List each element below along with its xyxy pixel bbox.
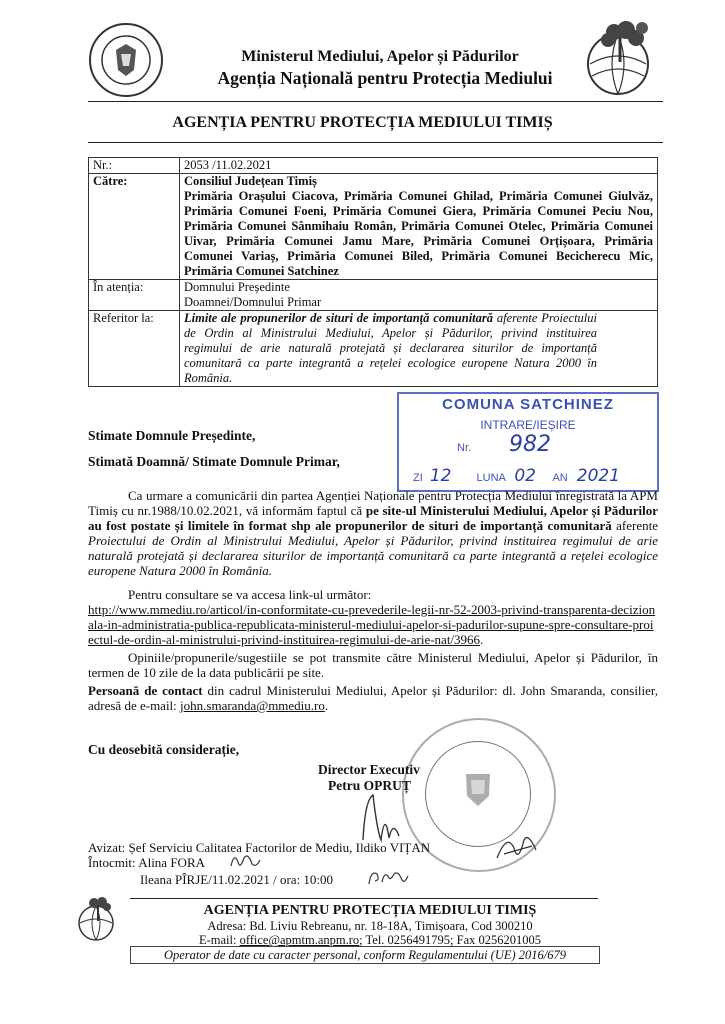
consultation-link-block bbox=[88, 602, 658, 647]
footer-email-label: E-mail: bbox=[198, 933, 240, 947]
ileana-line: Ileana PÎRJE/11.02.2021 / ora: 10:00 bbox=[140, 872, 334, 887]
greeting-mayor: Stimată Doamnă/ Stimate Domnule Primar, bbox=[88, 454, 340, 469]
paragraph-3: Opiniile/propunerile/sugestiile se pot transmite către Ministerul Mediului, Apelor și Pădurilor, în termen de 10 zile de la data publicării pe site. bbox=[88, 650, 658, 680]
p1-text-d: Proiectului de Ordin al Ministrului Mediului, Apelor și Pădurilor, privind instituirea regimului de arie naturală protejată și declararea siturilor de importanță comunitară ca parte integrantă a rețelei ecologice europene Natura 2000 în România. bbox=[88, 533, 658, 578]
p1-text-c: aferente bbox=[611, 518, 658, 533]
stamp-luna-value: 02 bbox=[514, 466, 536, 486]
stamp-an-label: AN bbox=[552, 472, 568, 484]
avizat-line: Avizat: Șef Serviciu Calitatea Factorilor de Mediu, Ildiko VIȚAN bbox=[88, 840, 431, 855]
ministry-name: Ministerul Mediului, Apelor și Pădurilor bbox=[241, 48, 519, 65]
registration-stamp bbox=[397, 392, 659, 492]
greeting-president: Stimate Domnule Președinte, bbox=[88, 428, 256, 443]
table-row bbox=[89, 280, 658, 311]
nr-label: Nr.: bbox=[89, 158, 180, 174]
p1-text-b: pe site-ul Ministerului Mediului, Apelor și Pădurilor au fost postate și limitele în format shp ale propunerilor de situri de importanță comunitară bbox=[88, 503, 658, 533]
p1-text-a: Ca urmare a comunicării din partea Agenției Naționale pentru Protecția Mediului înregistrată la APM Timiș cu nr.1988/10.02.2021, vă informăm faptul că bbox=[88, 488, 658, 518]
page-title: AGENȚIA PENTRU PROTECȚIA MEDIULUI TIMIȘ bbox=[172, 114, 553, 131]
stamp-entry-exit: INTRARE/IEȘIRE bbox=[480, 418, 576, 432]
agency-name: Agenția Națională pentru Protecția Mediului bbox=[217, 68, 553, 88]
stamp-nr-label: Nr. bbox=[457, 442, 472, 454]
stamp-zi-label: ZI bbox=[413, 472, 423, 484]
table-row bbox=[89, 311, 658, 387]
catre-label: Către: bbox=[89, 174, 180, 280]
footer-divider-top bbox=[130, 898, 598, 899]
atentia-label: În atenția: bbox=[89, 280, 180, 311]
fora-initials bbox=[228, 848, 264, 874]
pirje-initials bbox=[366, 866, 410, 888]
stamp-an-value: 2021 bbox=[576, 466, 621, 486]
footer-logo bbox=[74, 895, 122, 943]
vitan-signature bbox=[492, 828, 542, 868]
stamp-nr-value: 982 bbox=[509, 432, 551, 457]
stamp-date-line bbox=[413, 466, 620, 486]
globe-tree-logo bbox=[580, 18, 662, 100]
table-row bbox=[89, 174, 658, 280]
footer-address: Adresa: Bd. Liviu Rebreanu, nr. 18-18A, Timișoara, Cod 300210 bbox=[207, 919, 533, 933]
paragraph-4 bbox=[88, 683, 658, 713]
paragraph-1 bbox=[88, 488, 658, 578]
p4-bold: Persoană de contact bbox=[88, 683, 203, 698]
catre-value bbox=[180, 174, 658, 280]
link-end: . bbox=[480, 632, 484, 647]
stamp-luna-label: LUNA bbox=[476, 472, 506, 484]
nr-value: 2053 /11.02.2021 bbox=[180, 158, 658, 174]
recipients-table bbox=[88, 157, 658, 387]
footer-phones: ; Tel. 0256491795; Fax 0256201005 bbox=[359, 933, 542, 947]
footer-title: AGENȚIA PENTRU PROTECȚIA MEDIULUI TIMIȘ bbox=[203, 903, 537, 918]
catre-rest: Primăria Orașului Ciacova, Primăria Comunei Ghilad, Primăria Comunei Giulvăz, Primăria Comunei Foeni, Primăria Comunei Giera, Primăria Comunei Peciu Nou, Primăria Comunei Sânmihaiu Român, Primăria Comunei Otelec, Primăria Comunei Uivar, Primăria Comunei Jamu Mare, Primăria Comunei Orțișoara, Primăria Comunei Variaș, Primăria Comunei Biled, Primăria Comunei Becicherecu Mic, Primăria Comunei Satchinez bbox=[184, 189, 653, 278]
referitor-rest: aferente Proiectului de Ordin al Ministrului Mediului, Apelor și Pădurilor, privind instituirea regimului de arie naturală protejată și declararea siturilor de importanță comunitară ca parte integrantă a rețelei ecologice europene Natura 2000 în România. bbox=[184, 311, 598, 385]
stamp-commune-name: COMUNA SATCHINEZ bbox=[442, 396, 614, 413]
table-row bbox=[89, 158, 658, 174]
referitor-label: Referitor la: bbox=[89, 311, 180, 387]
government-logo bbox=[88, 22, 164, 98]
contact-email-link[interactable]: john.smaranda@mmediu.ro bbox=[180, 698, 325, 713]
signatory-role: Director Executiv bbox=[318, 762, 420, 777]
header-divider bbox=[88, 101, 663, 102]
coat-of-arms-icon bbox=[463, 770, 493, 810]
atentia-line-1: Domnului Președinte bbox=[184, 280, 290, 294]
catre-first: Consiliul Județean Timiș bbox=[184, 174, 317, 188]
p4-rest: din cadrul Ministerului Mediului, Apelor și Pădurilor: dl. John Smaranda, consilier, adresă de e-mail: bbox=[88, 683, 658, 713]
consultation-link[interactable]: http://www.mmediu.ro/articol/in-conformitate-cu-prevederile-legii-nr-52-2003-privind-transparenta-decizionala-in-administratia-publica-republicata-ministerul-mediului-apelor-si-padurilor-supune-spre-consultare-proiectul-de-ordin-al-ministrului-privind-instituirea-regimului-de-arie-nat/3966 bbox=[88, 602, 656, 647]
footer-email-link[interactable]: office@apmtm.anpm.ro bbox=[239, 933, 360, 947]
referitor-value bbox=[180, 311, 658, 387]
atentia-line-2: Doamnei/Domnului Primar bbox=[184, 295, 322, 309]
closing: Cu deosebită considerație, bbox=[88, 742, 240, 757]
signatory-name: Petru OPRUȚ bbox=[328, 778, 411, 793]
atentia-value bbox=[180, 280, 658, 311]
government-logo-text bbox=[0, 0, 1, 1]
referitor-bold: Limite ale propunerilor de situri de importanță comunitară bbox=[184, 311, 494, 325]
title-divider bbox=[88, 142, 663, 143]
intocmit-line: Întocmit: Alina FORA bbox=[88, 855, 205, 870]
p4-end: . bbox=[324, 698, 329, 713]
stamp-zi-value: 12 bbox=[429, 466, 452, 486]
data-operator-notice: Operator de date cu caracter personal, conform Regulamentului (UE) 2016/679 bbox=[130, 946, 600, 964]
paragraph-2: Pentru consultare se va accesa link-ul următor: bbox=[128, 587, 372, 602]
director-signature bbox=[355, 790, 415, 845]
